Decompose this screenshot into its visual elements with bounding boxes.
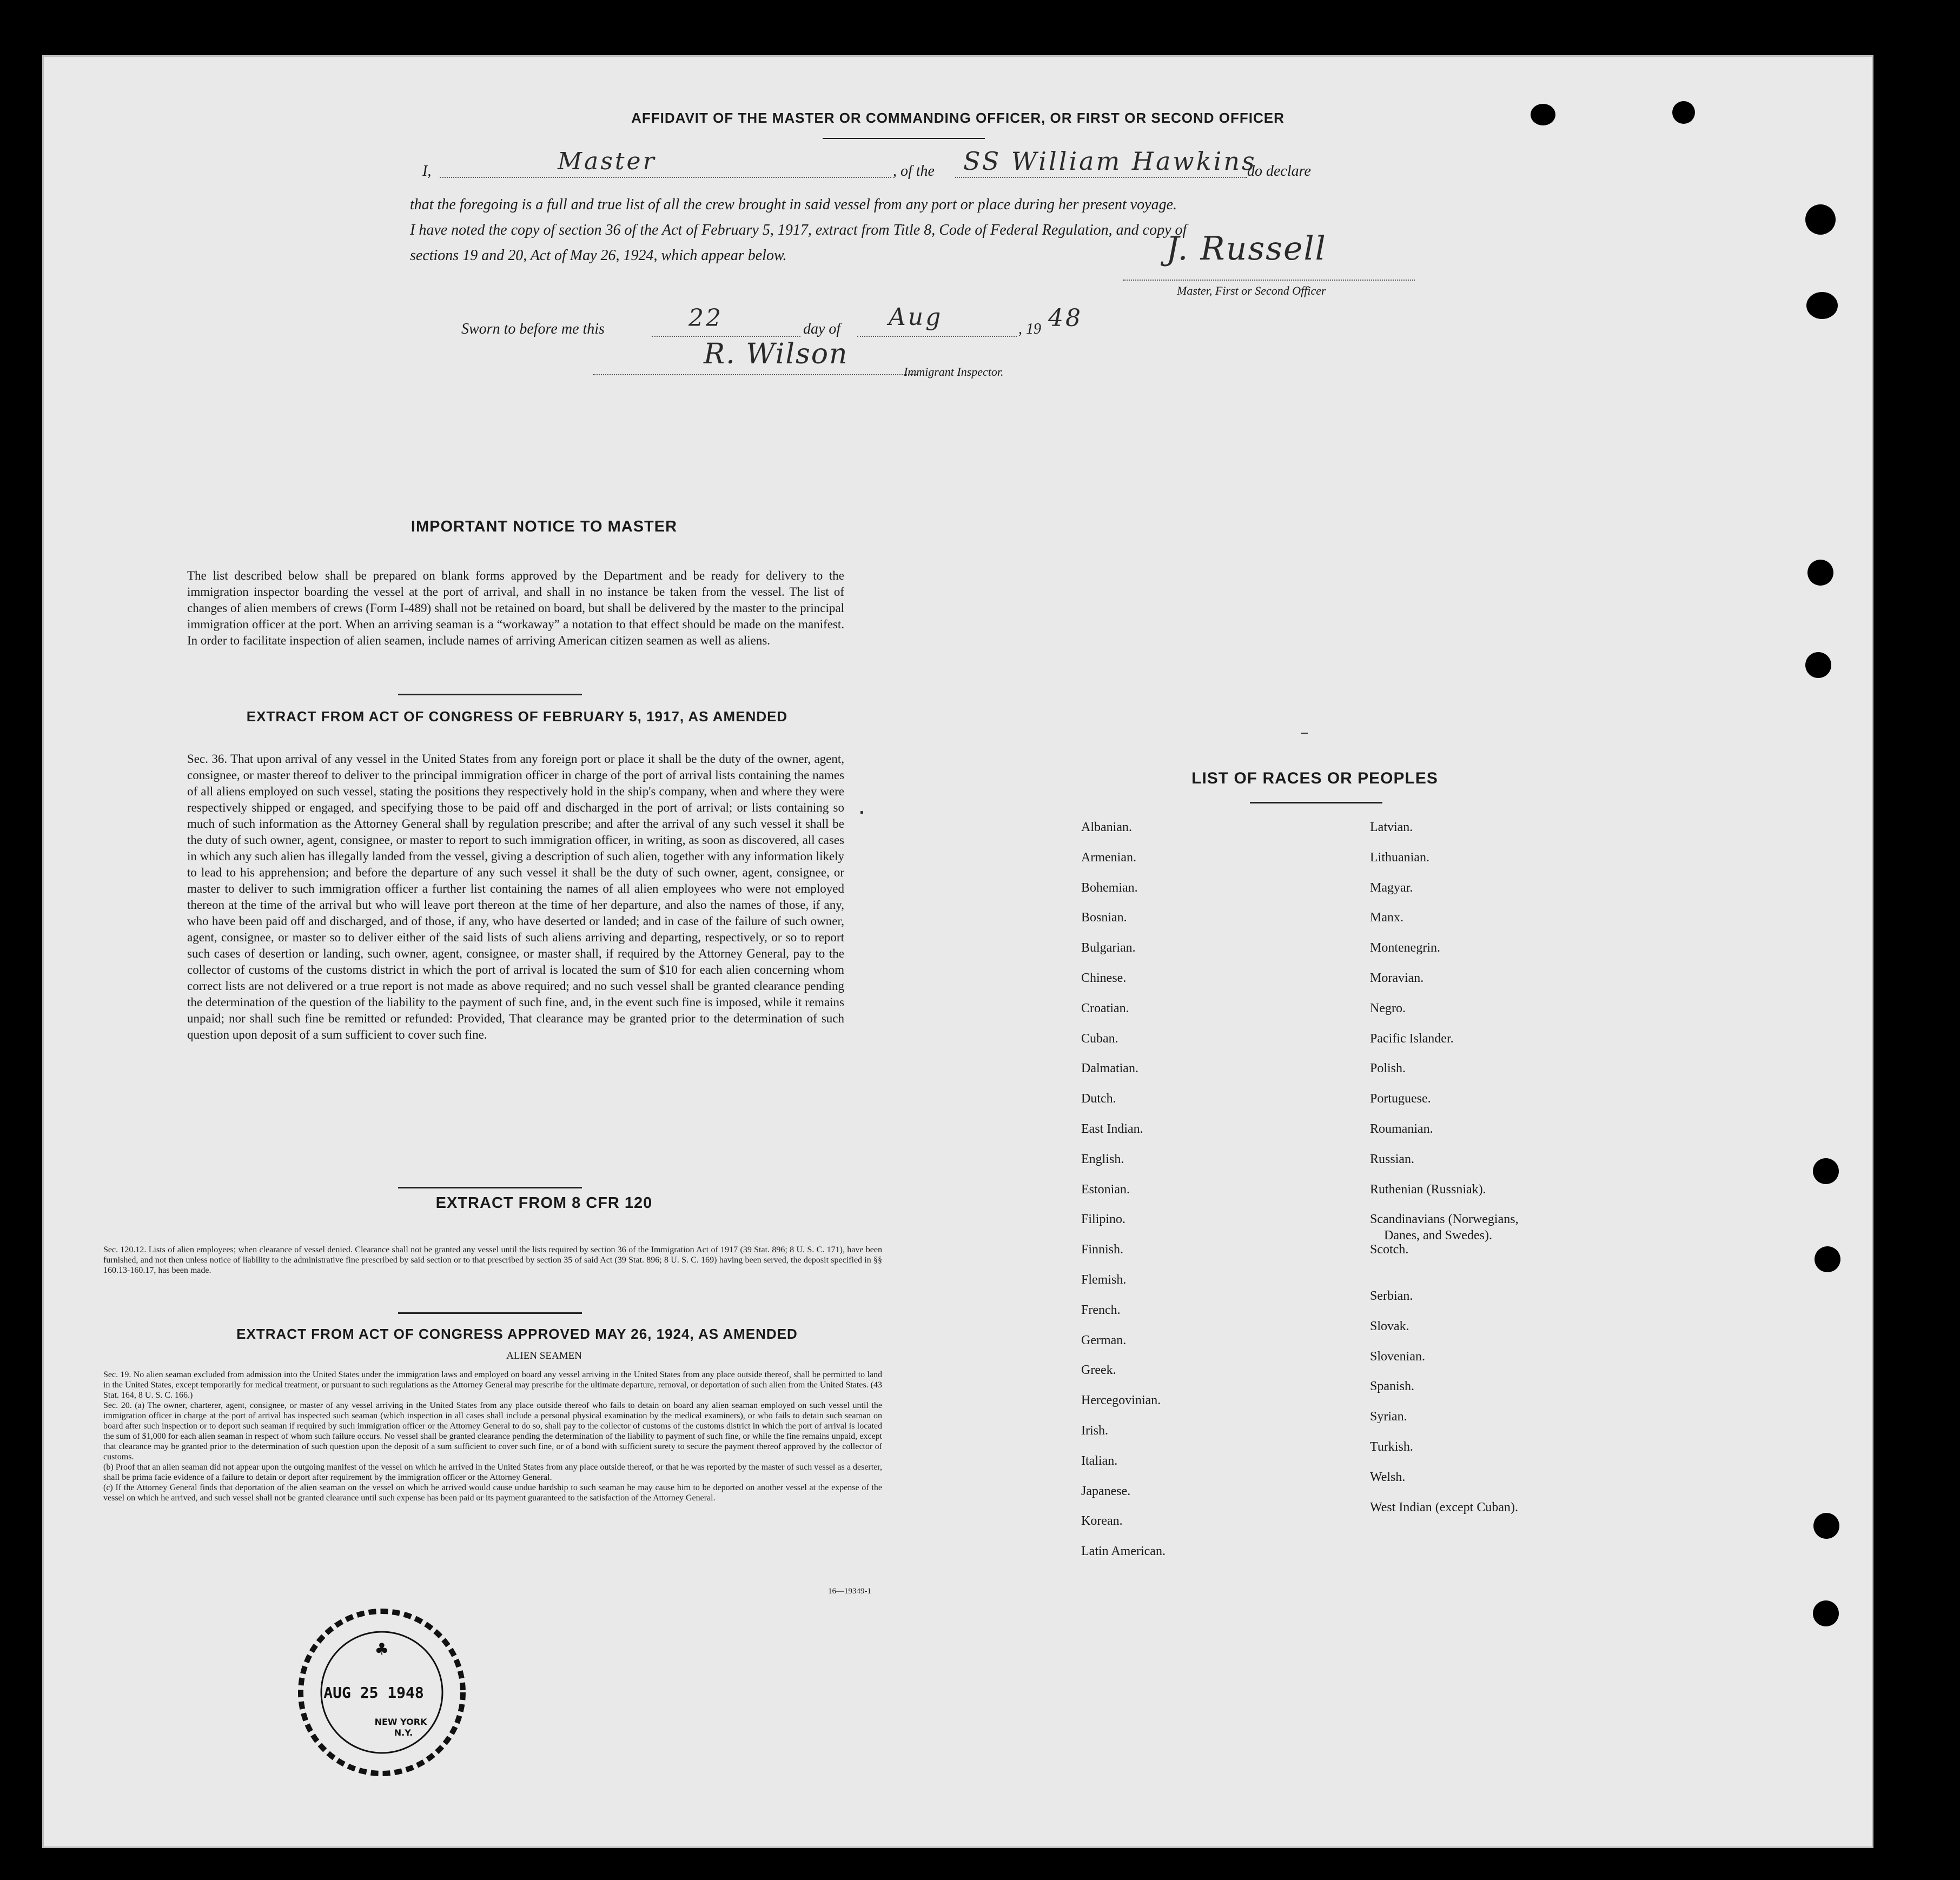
title-rule — [823, 138, 985, 139]
notice-heading: IMPORTANT NOTICE TO MASTER — [410, 518, 678, 535]
race-item: Manx. — [1370, 911, 1403, 925]
race-item: Dutch. — [1081, 1092, 1116, 1106]
punch-hole — [1672, 101, 1695, 124]
punch-hole — [1531, 104, 1555, 125]
rule-1 — [398, 694, 582, 695]
race-item: Bohemian. — [1081, 880, 1138, 895]
svg-text:♣: ♣ — [374, 1640, 389, 1659]
race-item: Pacific Islander. — [1370, 1031, 1454, 1046]
race-item: Flemish. — [1081, 1273, 1127, 1287]
extract-1917-heading: EXTRACT FROM ACT OF CONGRESS OF FEBRUARY 5, 1917, AS AMENDED — [246, 708, 788, 725]
form-number: 16—19349-1 — [828, 1587, 871, 1596]
race-item: Bosnian. — [1081, 911, 1127, 925]
race-item: Greek. — [1081, 1363, 1116, 1378]
master-signature-caption: Master, First or Second Officer — [1177, 284, 1326, 297]
name-handwriting: Master — [558, 148, 657, 175]
alien-seamen-subheading: ALIEN SEAMEN — [506, 1350, 582, 1361]
sworn-day-field — [652, 317, 800, 337]
race-item: Danes, and Swedes). — [1384, 1228, 1492, 1243]
extract-1917-text: Sec. 36. That upon arrival of any vessel in the United States from any foreign port or place it shall be the duty of the owner, agent, consignee, or master thereof to deliver to the principal immigration officer in charge of the port of arrival lists containing the names of all aliens employed on such vessel, stating the positions they respectively hold in the ship's company, when and where they were respectively shipped or engaged, and specifying those to be paid off and discharged in the port of arrival; or lists containing so much of such information as the Attorney General shall by regulation prescribe; and after the arrival of any such vessel it shall be the duty of such owner, agent, consignee, or master to report to such immigration officer, in writing, as soon as discovered, all cases in which any such alien has illegally landed from the vessel, giving a description of such alien, together with any information likely to lead to his apprehension; and before the departure of any such vessel it shall be the duty of such owner, agent, consignee, or master to deliver to such immigration officer a further list containing the names of all alien employees who were not employed thereon at the time of the arrival but who will leave port thereon at the time of her departure, and also the names of those, if any, who have been paid off and discharged, and of those, if any, who have deserted or landed; and in case of the failure of such owner, agent, consignee, or master so to deliver either of the said lists of such aliens arriving and departing, respectively, or so to report such cases of desertion or landing, such owner, agent, consignee, or master shall, if required by the Attorney General, pay to the collector of customs of the customs district in which the port of arrival is located the sum of $10 for each alien concerning whom correct lists are not delivered or a true report is not made as above required; and no such vessel shall be granted clearance pending the determination of the question of the liability to the payment of such fine, and, in the event such fine is imposed, while it remains unpaid; nor shall such fine be remitted or refunded: Provided, That clearance may be granted prior to the determination of such question upon deposit of a sum sufficient to cover such fine. — [187, 752, 844, 1041]
of-the-label: , of the — [893, 163, 935, 180]
punch-hole — [1813, 1600, 1839, 1626]
sworn-label: Sworn to before me this — [461, 321, 605, 337]
race-item: Lithuanian. — [1370, 850, 1429, 865]
punch-hole — [1813, 1158, 1839, 1184]
rule-2 — [398, 1187, 582, 1188]
punch-hole — [1805, 204, 1836, 235]
race-item: German. — [1081, 1333, 1127, 1347]
race-item: French. — [1081, 1303, 1121, 1317]
sec-19: Sec. 19. No alien seaman excluded from admission into the United States under the immigration laws and employed on board any vessel arriving in the United States from any place outside thereof, shall be permitted to land in the United States, except temporarily for medical treatment, or pursuant to such regulations as the Attorney General may prescribe for the ultimate departure, removal, or deportation of such alien from the United States. (43 Stat. 164, 8 U. S. C. 166.) — [103, 1370, 882, 1400]
race-item: Montenegrin. — [1370, 941, 1440, 955]
race-item: Scandinavians (Norwegians, — [1370, 1212, 1519, 1227]
race-item: Ruthenian (Russniak). — [1370, 1182, 1486, 1197]
race-item: Italian. — [1081, 1453, 1118, 1468]
race-item: Polish. — [1370, 1061, 1406, 1076]
race-item: Portuguese. — [1370, 1092, 1431, 1106]
races-heading: LIST OF RACES OR PEOPLES — [1191, 769, 1438, 787]
sec-20-c: (c) If the Attorney General finds that deportation of the alien seaman on the vessel on which he arrived would cause undue hardship to such seaman he may cause him to be deported on another vessel at the expense of the vessel on which he arrived, and such vessel shall not be granted clearance until such expense has been paid or its payment guaranteed to the satisfaction of the Attorney General. — [103, 1483, 882, 1503]
race-item: Scotch. — [1370, 1243, 1409, 1257]
punch-hole — [1806, 292, 1838, 319]
inspector-signature-line — [593, 373, 917, 375]
stamp-date: AUG 25 1948 — [323, 1684, 424, 1702]
race-item: Cuban. — [1081, 1031, 1118, 1046]
year-handwriting: 48 — [1048, 304, 1083, 332]
race-item: Korean. — [1081, 1514, 1123, 1529]
race-item: West Indian (except Cuban). — [1370, 1500, 1518, 1514]
vessel-handwriting: SS William Hawkins — [963, 147, 1257, 176]
affidavit-body-line-1: that the foregoing is a full and true list of all the crew brought in said vessel from any port or place during her present voyage. — [410, 196, 1177, 213]
affidavit-line-1 — [422, 147, 1311, 180]
race-item: Turkish. — [1370, 1440, 1413, 1454]
race-item: English. — [1081, 1152, 1124, 1166]
race-item: Magyar. — [1370, 880, 1413, 895]
race-item: Irish. — [1081, 1424, 1108, 1438]
affidavit-body-line-3: sections 19 and 20, Act of May 26, 1924, which appear below. — [410, 247, 787, 264]
punch-hole — [1813, 1513, 1839, 1539]
day-of-label: day of — [803, 321, 841, 337]
sec-20-b: (b) Proof that an alien seaman did not appear upon the outgoing manifest of the vessel on which he arrived in the United States from any place outside thereof, or that he was reported by the master of such vessel as a deserter, shall be prima facie evidence of a failure to detain or deport after requirement by the immigration officer or the Attorney General. — [103, 1463, 882, 1482]
race-item: Russian. — [1370, 1152, 1415, 1166]
race-item: Albanian. — [1081, 820, 1132, 834]
race-item: Armenian. — [1081, 850, 1136, 865]
do-declare-label: do declare — [1247, 163, 1311, 180]
sworn-day-handwriting: 22 — [688, 304, 723, 332]
race-item: Serbian. — [1370, 1289, 1413, 1303]
punch-hole — [1807, 560, 1833, 586]
race-item: Latin American. — [1081, 1544, 1166, 1559]
punch-hole — [1805, 652, 1831, 678]
affidavit-body-line-2: I have noted the copy of section 36 of the Act of February 5, 1917, extract from Title 8, Code of Federal Regulation, and copy of — [410, 222, 1187, 238]
master-signature: J. Russell — [1166, 230, 1327, 268]
document-page — [42, 55, 1873, 1848]
race-item: Bulgarian. — [1081, 941, 1136, 955]
inspector-signature: R. Wilson — [704, 338, 849, 370]
year-prefix: , 19 — [1018, 321, 1041, 337]
cfr-heading: EXTRACT FROM 8 CFR 120 — [435, 1194, 653, 1212]
race-item: Croatian. — [1081, 1001, 1129, 1015]
punch-hole — [1815, 1246, 1840, 1272]
race-item: Estonian. — [1081, 1182, 1130, 1197]
speck — [1301, 733, 1308, 734]
extract-1924-text — [103, 1370, 882, 1503]
stamp-place: NEW YORK — [374, 1717, 427, 1727]
race-item: Chinese. — [1081, 971, 1127, 985]
race-item: Spanish. — [1370, 1379, 1415, 1394]
notice-text: The list described below shall be prepared on blank forms approved by the Department and be ready for delivery to the immigration inspector boarding the vessel at the port of arrival, and shall in no instance be taken from the vessel. The list of changes of alien members of crews (Form I-489) shall not be retained on board, but shall be delivered by the master to the principal immigration officer at the port. When an arriving seaman is a “workaway” a notation to that effect should be made on the manifest. In order to facilitate inspection of alien seamen, include names of arriving American citizen seamen as well as aliens. — [187, 569, 844, 647]
race-item: Dalmatian. — [1081, 1061, 1138, 1076]
race-item: Slovenian. — [1370, 1349, 1425, 1364]
inspector-caption: Immigrant Inspector. — [904, 365, 1004, 378]
race-item: Syrian. — [1370, 1410, 1407, 1424]
master-signature-line — [1123, 278, 1415, 281]
stamp-state: N.Y. — [394, 1728, 413, 1738]
sec-20: Sec. 20. (a) The owner, charterer, agent, consignee, or master of any vessel arriving in the United States from any place outside thereof who fails to detain on board any alien seaman employed on such vessel until the immigration officer in charge at the port of arrival has inspected such seaman (which inspection in all cases shall include a personal physical examination by the medical examiners), or who fails to detain such seaman on board after such inspection or to deport such seaman if required by such immigration officer or the Attorney General to do so, shall pay to the collector of customs of the customs district in which the port of arrival is located the sum of $1,000 for each alien seaman in respect of whom such failure occurs. No vessel shall be granted clearance pending the determination of the liability to payment of such fine, or while the fine remains unpaid, except that clearance may be granted prior to the determination of such question upon the deposit of a sum sufficient to cover such fine, or of a bond with sufficient surety to secure the payment thereof approved by the collector of customs. — [103, 1401, 882, 1462]
affidavit-body — [410, 192, 1187, 268]
extract-1924-heading: EXTRACT FROM ACT OF CONGRESS APPROVED MAY 26, 1924, AS AMENDED — [236, 1326, 798, 1342]
date-stamp — [293, 1603, 471, 1782]
speck — [860, 811, 863, 814]
races-rule — [1250, 802, 1382, 803]
race-item: Slovak. — [1370, 1319, 1409, 1333]
affidavit-title: AFFIDAVIT OF THE MASTER OR COMMANDING OFFICER, OR FIRST OR SECOND OFFICER — [631, 110, 1284, 126]
race-item: Hercegovinian. — [1081, 1393, 1161, 1408]
race-item: Roumanian. — [1370, 1122, 1433, 1136]
race-item: Moravian. — [1370, 971, 1424, 985]
race-item: Finnish. — [1081, 1243, 1124, 1257]
race-item: Latvian. — [1370, 820, 1413, 834]
race-item: Filipino. — [1081, 1212, 1126, 1227]
race-item: East Indian. — [1081, 1122, 1143, 1136]
name-field — [440, 157, 891, 178]
race-item: Japanese. — [1081, 1484, 1131, 1498]
cfr-text: Sec. 120.12. Lists of alien employees; when clearance of vessel denied. Clearance shall not be granted any vessel until the lists required by section 36 of the Immigration Act of 1917 (39 Stat. 896; 8 U. S. C. 171), have been furnished, and not then unless notice of liability to the administrative fine prescribed by said section or to that prescribed by section 35 of said Act (39 Stat. 896; 8 U. S. C. 169) having been served, the deposit specified in §§ 160.13-160.17, has been made. — [103, 1245, 882, 1275]
race-item: Negro. — [1370, 1001, 1406, 1015]
affidavit-i: I, — [422, 163, 432, 180]
sworn-month-handwriting: Aug — [889, 303, 943, 331]
race-item: Welsh. — [1370, 1470, 1406, 1484]
rule-3 — [398, 1312, 582, 1314]
